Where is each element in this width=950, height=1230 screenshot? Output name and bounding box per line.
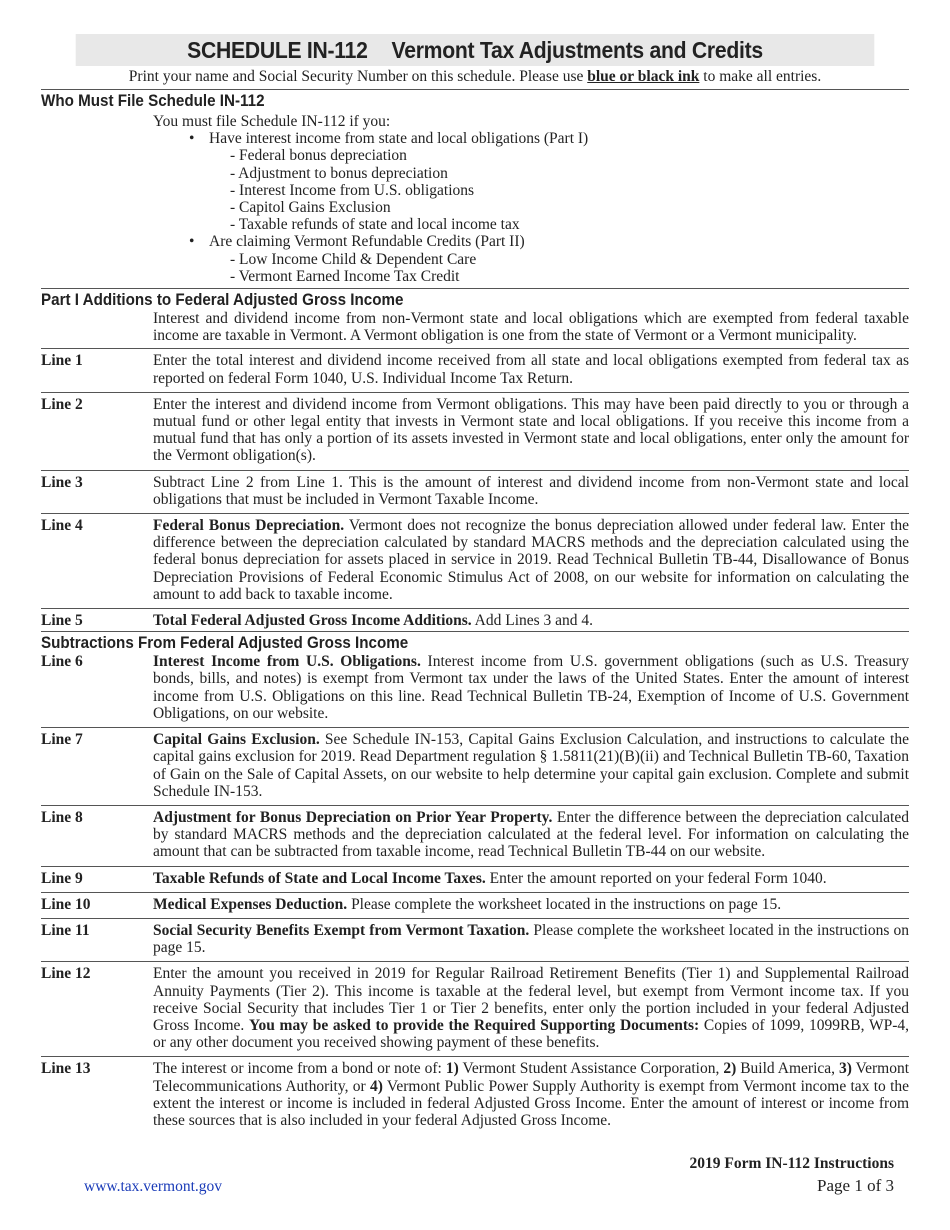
website-link[interactable]: www.tax.vermont.gov <box>84 1178 223 1195</box>
list-item: - Low Income Child & Dependent Care <box>230 250 477 268</box>
schedule-number: SCHEDULE IN-112 <box>187 36 368 63</box>
line-9: Line 9 Taxable Refunds of State and Local Income Taxes. Enter the amount reported on your federal Form 1040. <box>41 866 909 892</box>
part1-intro: Interest and dividend income from non-Vermont state and local obligations which are exempted from federal taxable income are taxable in Vermont. A Vermont obligation is one from the state of Vermont or a Vermont municipality. <box>153 310 909 345</box>
line-11: Line 11 Social Security Benefits Exempt from Vermont Taxation. Please complete the worksheet located in the instructions on page 15. <box>41 918 909 961</box>
list-item: • Are claiming Vermont Refundable Credits (Part II) <box>189 233 909 250</box>
line-7: Line 7 Capital Gains Exclusion. See Schedule IN-153, Capital Gains Exclusion Calculation, and instructions to calculate the capital gains exclusion for 2019. Read Department regulation § 1.5811(21)(B)(ii) and Technical Bulletin TB-60, Taxation of Gain on the Sale of Capital Assets, on our website to help determine your capital gain exclusion. Complete and submit Schedule IN-153. <box>41 727 909 805</box>
line-5: Line 5 Total Federal Adjusted Gross Income Additions. Add Lines 3 and 4. <box>41 608 909 631</box>
list-item: - Adjustment to bonus depreciation <box>230 164 448 182</box>
line-3: Line 3 Subtract Line 2 from Line 1. This is the amount of interest and dividend income from non-Vermont state and local obligations that must be included in Vermont Taxable Income. <box>41 470 909 513</box>
line-12: Line 12 Enter the amount you received in 2019 for Regular Railroad Retirement Benefits (Tier 1) and Supplemental Railroad Annuity Payments (Tier 2). This income is taxable at the federal level, but exempt from Vermont income tax. If you receive Social Security that includes Tier 1 or Tier 2 benefits, enter only the portion included in your federal Adjusted Gross Income. You may be asked to provide the Required Supporting Documents: Copies of 1099, 1099RB, WP-4, or any other document you received showing payment of these benefits. <box>41 961 909 1056</box>
schedule-title: Vermont Tax Adjustments and Credits <box>391 36 763 63</box>
ink-emphasis: blue or black ink <box>587 68 700 85</box>
line-6: Line 6 Interest Income from U.S. Obligations. Interest income from U.S. government obligations (such as U.S. Treasury bonds, bills, and notes) is exempt from Vermont tax under the laws of the United States. Enter the amount of interest income from U.S. Obligations on this line. Read Technical Bulletin TB-24, Exemption of Income of U.S. Government Obligations, on our website. <box>41 653 909 722</box>
list-item: - Taxable refunds of state and local income tax <box>230 216 520 234</box>
who-must-file-heading: Who Must File Schedule IN-112 <box>41 92 265 110</box>
who-must-file-list: You must file Schedule IN-112 if you: • Have interest income from state and local obligations (Part I) - Federal bonus depreciation - Adjustment to bonus depreciation - Interest Income from U.S. obligations - Capitol Gains Exclusion - Taxable refunds of state and local income tax • Are claiming Vermont Refundable Credits (Part II) - Low Income Child & Dependent Care - Vermont Earned Income Tax Credit <box>153 113 909 285</box>
line-2: Line 2 Enter the interest and dividend income from Vermont obligations. This may have been paid directly to you or through a mutual fund or other legal entity that invests in Vermont state and local obligations. If you receive this income from a mutual fund that has only a portion of its assets invested in Vermont state and local obligations, enter only the amount for the Vermont obligation(s). <box>41 392 909 470</box>
page-title <box>76 34 875 66</box>
list-item: - Interest Income from U.S. obligations <box>230 181 475 199</box>
line-13: Line 13 The interest or income from a bond or note of: 1) Vermont Student Assistance Corporation, 2) Build America, 3) Vermont Telecommunications Authority, or 4) Vermont Public Power Supply Authority is exempt from Vermont income tax to the extent the interest or income is included in federal Adjusted Gross Income. Enter the amount of interest or income from these sources that is also included in your federal Adjusted Gross Income. <box>41 1056 909 1134</box>
page-number: Page 1 of 3 <box>817 1176 894 1195</box>
line-4: Line 4 Federal Bonus Depreciation. Vermont does not recognize the bonus depreciation allowed under federal law. Enter the difference between the depreciation calculated by standard MACRS methods and the depreciation calculated using the federal bonus depreciation for assets placed in service in 2019. Read Technical Bulletin TB-44, Disallowance of Bonus Depreciation Provisions of Federal Economic Stimulus Act of 2008, on our website for information on calculating the amount to add back to taxable income. <box>41 513 909 608</box>
subtractions-heading: Subtractions From Federal Adjusted Gross Income <box>41 634 409 653</box>
list-item: - Federal bonus depreciation <box>230 147 407 165</box>
instructions-subtitle: Print your name and Social Security Number on this schedule. Please use blue or black ink to make all entries. <box>128 68 822 85</box>
part1-heading: Part I Additions to Federal Adjusted Gross Income <box>41 291 404 310</box>
form-name: 2019 Form IN-112 Instructions <box>689 1155 894 1172</box>
list-item: - Vermont Earned Income Tax Credit <box>230 267 460 285</box>
document-page <box>41 34 909 1134</box>
list-item: • Have interest income from state and local obligations (Part I) <box>189 130 909 147</box>
list-item: - Capitol Gains Exclusion <box>230 199 391 217</box>
line-8: Line 8 Adjustment for Bonus Depreciation on Prior Year Property. Enter the difference between the depreciation calculated by standard MACRS methods and the depreciation calculated at the federal level. For information on calculating the amount that can be subtracted from taxable income, read Technical Bulletin TB-44 on our website. <box>41 805 909 866</box>
line-10: Line 10 Medical Expenses Deduction. Please complete the worksheet located in the instructions on page 15. <box>41 892 909 918</box>
page-footer <box>689 1155 894 1197</box>
line-1: Line 1 Enter the total interest and dividend income received from all state and local obligations exempted from federal tax as reported on federal Form 1040, U.S. Individual Income Tax Return. <box>41 348 909 391</box>
